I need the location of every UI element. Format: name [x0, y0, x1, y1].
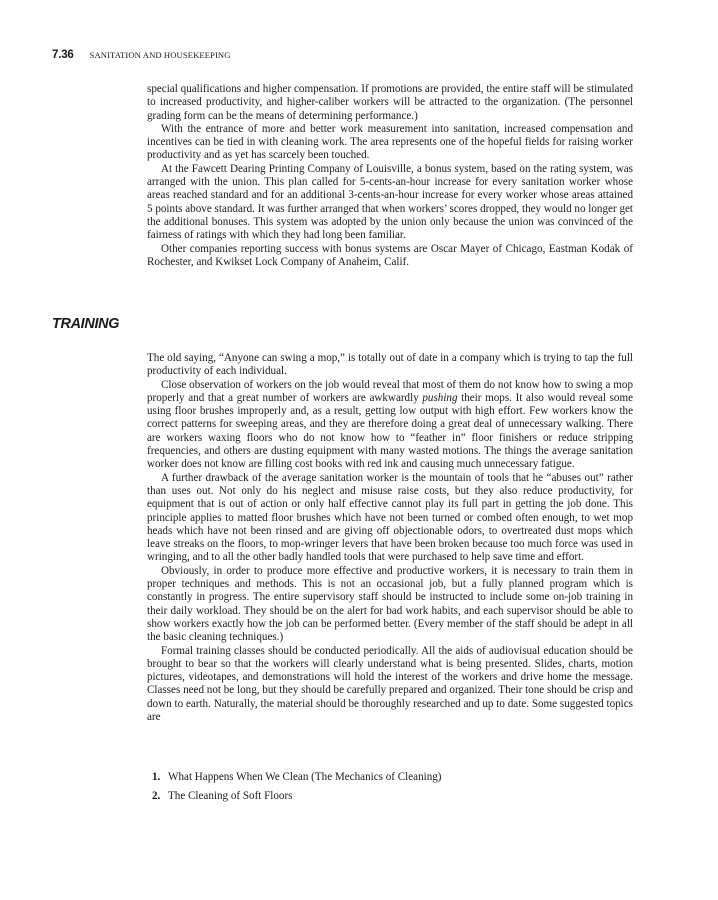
list-text: The Cleaning of Soft Floors — [168, 789, 293, 802]
text-run: The old saying, “Anyone can swing a mop,” is totally out of date in a company which is trying to tap the full productivity of each individual. — [147, 352, 633, 378]
list-text: What Happens When We Clean (The Mechanics of Cleaning) — [168, 771, 442, 783]
paragraph — [147, 83, 633, 123]
paragraph — [147, 163, 633, 243]
emphasis: pushing — [422, 391, 458, 404]
section-heading: TRAINING — [52, 316, 120, 332]
list-number: 1. — [152, 771, 161, 783]
topic-list — [152, 768, 632, 805]
continued-text-block — [147, 83, 633, 269]
paragraph — [147, 472, 633, 565]
text-run: With the entrance of more and better work measurement into sanitation, increased compensation and incentives can be tied in with cleaning work. The area represents one of the hopeful fields for raising worker productivity and as yet has scarcely been touched. — [147, 122, 633, 162]
paragraph — [147, 123, 633, 163]
section-body — [147, 352, 633, 724]
text-run: their mops. It also would reveal some using floor brushes improperly and, as a result, getting low output with high effort. Few workers know the correct patterns for sweeping areas, and they are therefore doing a great deal of unnecessary walking. There are workers waxing floors who do not know how to “feather in” floor finishers or reduce stripping frequencies, and others are dusting equipment with many wasted motions. The things the average sanitation worker does not know are filling cost books with red ink and causing much unnecessary fatigue. — [147, 391, 633, 471]
paragraph — [147, 243, 633, 270]
paragraph — [147, 565, 633, 645]
text-run: Other companies reporting success with bonus systems are Oscar Mayer of Chicago, Eastman Kodak of Rochester, and Kwikset Lock Company of Anaheim, Calif. — [147, 242, 633, 268]
page-header — [52, 49, 231, 61]
list-item — [152, 768, 632, 787]
text-run: Formal training classes should be conducted periodically. All the aids of audiovisual education should be brought to bear so that the workers will clearly understand what is being presented. Slides, charts, motion pictures, videotapes, and demonstrations will hold the interest of the workers and drive home the message. Classes need not be long, but they should be carefully prepared and organized. Their tone should be crisp and down to earth. Naturally, the material should be thoroughly researched and up to date. Some suggested topics are — [147, 644, 633, 724]
paragraph — [147, 352, 633, 379]
paragraph — [147, 645, 633, 725]
text-run: special qualifications and higher compensation. If promotions are provided, the entire staff will be stimulated to increased productivity, and higher-caliber workers will be attracted to the organization. (The personnel grading form can be the means of determining performance.) — [147, 83, 633, 122]
text-run: Close observation of workers on the job would reveal that most of them do not know how to swing a mop properly and that a great number of workers are awkwardly — [147, 378, 633, 404]
running-head: SANITATION AND HOUSEKEEPING — [89, 50, 231, 60]
text-run: A further drawback of the average sanitation worker is the mountain of tools that he “abuses out” rather than uses out. Not only do his neglect and misuse raise costs, but they also reduce productivity, for equipment that is out of action or only half effective cannot play its full part in getting the job done. This principle applies to matted floor brushes which have not been turned or combed often enough, to wet mop heads which have not been rinsed and are giving off objectionable odors, to overtreated dust mops which leave streaks on the floors, to mop-wringer levers that have been broken because too much force was used in wringing, and to all the other badly handled tools that were purchased to help save time and effort. — [147, 471, 633, 564]
list-item — [152, 787, 632, 806]
text-run: At the Fawcett Dearing Printing Company of Louisville, a bonus system, based on the rating system, was arranged with the union. This plan called for 5-cents-an-hour increase for every sanitation worker whose areas reached standard and for an additional 3-cents-an-hour increase for every worker whose areas attained 5 points above standard. It was further arranged that when workers’ scores dropped, they would no longer get the additional bonuses. This system was adopted by the union only because the union was convinced of the fairness of ratings with which they had long been familiar. — [147, 162, 633, 242]
page-number: 7.36 — [52, 49, 74, 61]
list-number: 2. — [152, 789, 161, 802]
text-run: Obviously, in order to produce more effective and productive workers, it is necessary to train them in proper techniques and methods. This is not an occasional job, but a fully planned program which is constantly in progress. The entire supervisory staff should be instructed to include some on-job training in their daily workload. They should be on the alert for bad work habits, and each supervisor should be able to show workers exactly how the job can be performed better. (Every member of the staff should be adept in all the basic cleaning techniques.) — [147, 564, 633, 644]
paragraph — [147, 379, 633, 472]
